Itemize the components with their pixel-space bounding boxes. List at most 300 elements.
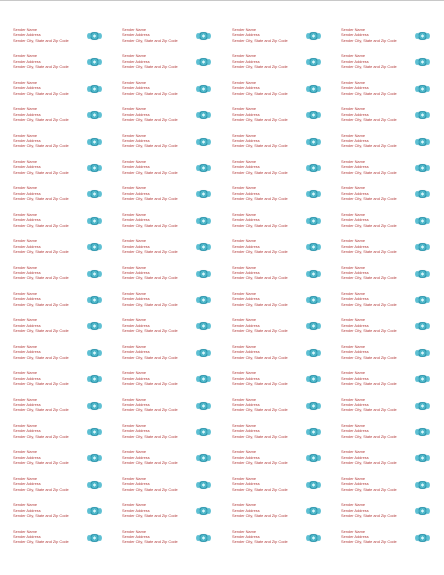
sender-city-state-zip-text: Sender City, State and Zip Code [13, 486, 69, 492]
sender-city-state-zip-text: Sender City, State and Zip Code [232, 380, 288, 386]
address-label [341, 80, 441, 104]
sender-name-text: Sender Name [122, 53, 147, 59]
decorative-swirl-icon [416, 164, 429, 172]
sender-city-state-zip-text: Sender City, State and Zip Code [232, 354, 288, 360]
decorative-swirl-icon [197, 349, 210, 357]
sender-address-text: Sender Address [341, 243, 369, 249]
decorative-swirl-icon [88, 534, 101, 542]
page-top-rule [0, 0, 444, 1]
sender-name-text: Sender Name [232, 291, 257, 296]
sender-city-state-zip-text: Sender City, State and Zip Code [232, 116, 288, 122]
sender-address-text: Sender Address [232, 454, 260, 460]
sender-address-text: Sender Address [341, 190, 369, 196]
decorative-swirl-icon [88, 507, 101, 515]
sender-name-text: Sender Name [341, 475, 366, 481]
sender-name-text: Sender Name [341, 291, 366, 296]
address-label [122, 344, 222, 368]
address-label [341, 291, 441, 315]
sender-name-text: Sender Name [341, 238, 366, 244]
sender-name-text: Sender Name [232, 211, 257, 217]
address-label [13, 80, 113, 104]
sender-name-text: Sender Name [341, 396, 366, 402]
sender-name-text: Sender Name [122, 343, 147, 349]
sender-address-text: Sender Address [341, 217, 369, 223]
address-label [13, 265, 113, 289]
sender-name-text: Sender Name [13, 423, 38, 428]
sender-address-text: Sender Address [341, 428, 369, 434]
address-label [122, 27, 222, 51]
decorative-swirl-icon [197, 270, 210, 278]
address-label [13, 238, 113, 262]
sender-city-state-zip-text: Sender City, State and Zip Code [232, 222, 288, 228]
decorative-swirl-icon [88, 481, 101, 489]
sender-city-state-zip-text: Sender City, State and Zip Code [13, 196, 69, 202]
sender-city-state-zip-text: Sender City, State and Zip Code [13, 169, 69, 175]
sender-name-text: Sender Name [341, 27, 366, 32]
sender-address-text: Sender Address [13, 85, 41, 91]
sender-name-text: Sender Name [341, 370, 366, 376]
sender-name-text: Sender Name [341, 449, 366, 455]
decorative-swirl-icon [307, 138, 320, 146]
decorative-swirl-icon [307, 217, 320, 225]
address-label [122, 159, 222, 183]
sender-city-state-zip-text: Sender City, State and Zip Code [122, 328, 178, 334]
sender-name-text: Sender Name [122, 291, 147, 296]
sender-address-text: Sender Address [13, 349, 41, 355]
sender-name-text: Sender Name [341, 106, 366, 112]
address-label [341, 344, 441, 368]
decorative-swirl-icon [307, 428, 320, 436]
sender-address-text: Sender Address [122, 190, 150, 196]
decorative-swirl-icon [307, 296, 320, 304]
address-label [122, 476, 222, 500]
sender-name-text: Sender Name [232, 27, 257, 32]
sender-city-state-zip-text: Sender City, State and Zip Code [13, 380, 69, 386]
sender-address-text: Sender Address [13, 481, 41, 487]
decorative-swirl-icon [197, 32, 210, 40]
decorative-swirl-icon [416, 138, 429, 146]
sender-address-text: Sender Address [232, 375, 260, 381]
address-label [122, 529, 222, 553]
sender-name-text: Sender Name [122, 79, 147, 85]
sender-city-state-zip-text: Sender City, State and Zip Code [122, 354, 178, 360]
sender-address-text: Sender Address [341, 137, 369, 143]
decorative-swirl-icon [197, 481, 210, 489]
decorative-swirl-icon [197, 375, 210, 383]
sender-address-text: Sender Address [341, 401, 369, 407]
address-label [13, 502, 113, 526]
address-label [13, 317, 113, 341]
sender-city-state-zip-text: Sender City, State and Zip Code [13, 512, 69, 518]
sender-name-text: Sender Name [232, 396, 257, 402]
sender-address-text: Sender Address [122, 375, 150, 381]
sender-name-text: Sender Name [232, 343, 257, 349]
sender-city-state-zip-text: Sender City, State and Zip Code [341, 354, 397, 360]
address-label [13, 291, 113, 315]
decorative-swirl-icon [307, 534, 320, 542]
address-label [122, 449, 222, 473]
sender-city-state-zip-text: Sender City, State and Zip Code [341, 196, 397, 202]
sender-city-state-zip-text: Sender City, State and Zip Code [341, 248, 397, 254]
decorative-swirl-icon [197, 85, 210, 93]
sender-name-text: Sender Name [232, 53, 257, 59]
sender-city-state-zip-text: Sender City, State and Zip Code [13, 143, 69, 149]
sender-name-text: Sender Name [341, 185, 366, 191]
address-label [232, 159, 332, 183]
sender-name-text: Sender Name [13, 343, 38, 349]
sender-city-state-zip-text: Sender City, State and Zip Code [13, 539, 69, 545]
sender-city-state-zip-text: Sender City, State and Zip Code [122, 275, 178, 281]
sender-name-text: Sender Name [232, 449, 257, 455]
address-label [232, 133, 332, 157]
decorative-swirl-icon [416, 349, 429, 357]
sender-address-text: Sender Address [232, 111, 260, 117]
sender-city-state-zip-text: Sender City, State and Zip Code [122, 143, 178, 149]
decorative-swirl-icon [416, 111, 429, 119]
address-label [122, 317, 222, 341]
decorative-swirl-icon [307, 32, 320, 40]
sender-address-text: Sender Address [13, 507, 41, 513]
sender-city-state-zip-text: Sender City, State and Zip Code [341, 37, 397, 43]
sender-name-text: Sender Name [13, 185, 38, 191]
decorative-swirl-icon [197, 296, 210, 304]
address-label [232, 423, 332, 447]
sender-city-state-zip-text: Sender City, State and Zip Code [122, 116, 178, 122]
sender-address-text: Sender Address [232, 322, 260, 328]
decorative-swirl-icon [416, 270, 429, 278]
decorative-swirl-icon [307, 85, 320, 93]
sender-city-state-zip-text: Sender City, State and Zip Code [122, 301, 178, 307]
address-label [341, 212, 441, 236]
sender-address-text: Sender Address [13, 243, 41, 249]
sender-name-text: Sender Name [341, 502, 366, 508]
address-label [122, 53, 222, 77]
sender-address-text: Sender Address [13, 428, 41, 434]
sender-address-text: Sender Address [232, 32, 260, 38]
sender-name-text: Sender Name [341, 159, 366, 164]
address-label [13, 423, 113, 447]
decorative-swirl-icon [416, 296, 429, 304]
address-label [122, 423, 222, 447]
sender-city-state-zip-text: Sender City, State and Zip Code [341, 539, 397, 545]
address-label [13, 344, 113, 368]
decorative-swirl-icon [88, 296, 101, 304]
sender-city-state-zip-text: Sender City, State and Zip Code [122, 539, 178, 545]
sender-address-text: Sender Address [13, 296, 41, 302]
sender-name-text: Sender Name [13, 370, 38, 376]
sender-address-text: Sender Address [232, 428, 260, 434]
sender-name-text: Sender Name [341, 79, 366, 85]
sender-name-text: Sender Name [122, 317, 147, 323]
address-label [122, 106, 222, 130]
sender-city-state-zip-text: Sender City, State and Zip Code [13, 275, 69, 281]
sender-name-text: Sender Name [232, 159, 257, 164]
address-label [232, 185, 332, 209]
sender-city-state-zip-text: Sender City, State and Zip Code [232, 248, 288, 254]
address-label [341, 529, 441, 553]
sender-city-state-zip-text: Sender City, State and Zip Code [13, 301, 69, 307]
sender-address-text: Sender Address [341, 58, 369, 64]
sender-city-state-zip-text: Sender City, State and Zip Code [122, 196, 178, 202]
address-label [232, 449, 332, 473]
sender-city-state-zip-text: Sender City, State and Zip Code [13, 407, 69, 413]
address-label [341, 476, 441, 500]
sender-address-text: Sender Address [122, 58, 150, 64]
sender-address-text: Sender Address [232, 349, 260, 355]
address-label [13, 476, 113, 500]
sender-name-text: Sender Name [232, 475, 257, 481]
sender-address-text: Sender Address [13, 190, 41, 196]
decorative-swirl-icon [307, 164, 320, 172]
decorative-swirl-icon [197, 164, 210, 172]
address-label [122, 370, 222, 394]
sender-city-state-zip-text: Sender City, State and Zip Code [232, 539, 288, 545]
sender-name-text: Sender Name [341, 132, 366, 138]
sender-city-state-zip-text: Sender City, State and Zip Code [13, 248, 69, 254]
address-label [341, 27, 441, 51]
address-label [232, 344, 332, 368]
sender-name-text: Sender Name [122, 502, 147, 508]
sender-address-text: Sender Address [122, 85, 150, 91]
sender-address-text: Sender Address [341, 32, 369, 38]
sender-name-text: Sender Name [122, 106, 147, 112]
sender-city-state-zip-text: Sender City, State and Zip Code [13, 64, 69, 70]
address-label [341, 265, 441, 289]
sender-name-text: Sender Name [232, 238, 257, 244]
sender-city-state-zip-text: Sender City, State and Zip Code [13, 116, 69, 122]
sender-name-text: Sender Name [122, 159, 147, 164]
decorative-swirl-icon [416, 32, 429, 40]
sender-address-text: Sender Address [232, 190, 260, 196]
address-label [341, 106, 441, 130]
sender-address-text: Sender Address [122, 269, 150, 275]
sender-address-text: Sender Address [232, 269, 260, 275]
sender-address-text: Sender Address [13, 375, 41, 381]
address-label [341, 317, 441, 341]
sender-city-state-zip-text: Sender City, State and Zip Code [341, 90, 397, 96]
address-label [122, 133, 222, 157]
decorative-swirl-icon [416, 507, 429, 515]
sender-name-text: Sender Name [13, 317, 38, 323]
sender-city-state-zip-text: Sender City, State and Zip Code [232, 90, 288, 96]
sender-city-state-zip-text: Sender City, State and Zip Code [341, 328, 397, 334]
address-label [341, 133, 441, 157]
address-label [122, 80, 222, 104]
address-label [13, 106, 113, 130]
sender-name-text: Sender Name [122, 132, 147, 138]
sender-city-state-zip-text: Sender City, State and Zip Code [122, 248, 178, 254]
sender-address-text: Sender Address [341, 111, 369, 117]
sender-name-text: Sender Name [122, 370, 147, 376]
sender-address-text: Sender Address [341, 164, 369, 170]
decorative-swirl-icon [197, 507, 210, 515]
sender-city-state-zip-text: Sender City, State and Zip Code [232, 64, 288, 70]
sender-address-text: Sender Address [122, 32, 150, 38]
sender-name-text: Sender Name [232, 370, 257, 376]
sender-name-text: Sender Name [13, 291, 38, 296]
sender-address-text: Sender Address [341, 85, 369, 91]
address-label [122, 185, 222, 209]
sender-address-text: Sender Address [232, 481, 260, 487]
sender-city-state-zip-text: Sender City, State and Zip Code [232, 460, 288, 466]
sender-address-text: Sender Address [122, 164, 150, 170]
sender-name-text: Sender Name [13, 27, 38, 32]
sender-address-text: Sender Address [122, 111, 150, 117]
sender-city-state-zip-text: Sender City, State and Zip Code [122, 169, 178, 175]
decorative-swirl-icon [197, 217, 210, 225]
sender-name-text: Sender Name [13, 238, 38, 244]
address-label [341, 185, 441, 209]
sender-address-text: Sender Address [232, 533, 260, 539]
sender-city-state-zip-text: Sender City, State and Zip Code [232, 37, 288, 43]
address-label [13, 449, 113, 473]
sender-city-state-zip-text: Sender City, State and Zip Code [232, 275, 288, 281]
sender-name-text: Sender Name [13, 396, 38, 402]
sender-city-state-zip-text: Sender City, State and Zip Code [122, 380, 178, 386]
sender-name-text: Sender Name [232, 79, 257, 85]
sender-name-text: Sender Name [13, 502, 38, 508]
decorative-swirl-icon [307, 243, 320, 251]
address-label [232, 370, 332, 394]
sender-name-text: Sender Name [232, 423, 257, 428]
address-label [341, 502, 441, 526]
sender-address-text: Sender Address [122, 481, 150, 487]
address-label [232, 397, 332, 421]
sender-city-state-zip-text: Sender City, State and Zip Code [232, 301, 288, 307]
sender-city-state-zip-text: Sender City, State and Zip Code [341, 380, 397, 386]
sender-name-text: Sender Name [13, 528, 38, 534]
sender-city-state-zip-text: Sender City, State and Zip Code [232, 169, 288, 175]
sender-city-state-zip-text: Sender City, State and Zip Code [341, 222, 397, 228]
sender-city-state-zip-text: Sender City, State and Zip Code [13, 37, 69, 43]
decorative-swirl-icon [307, 375, 320, 383]
sender-address-text: Sender Address [13, 137, 41, 143]
sender-name-text: Sender Name [232, 528, 257, 534]
sender-city-state-zip-text: Sender City, State and Zip Code [122, 407, 178, 413]
sender-city-state-zip-text: Sender City, State and Zip Code [341, 169, 397, 175]
sender-city-state-zip-text: Sender City, State and Zip Code [232, 196, 288, 202]
sender-name-text: Sender Name [13, 132, 38, 138]
decorative-swirl-icon [307, 111, 320, 119]
address-label [13, 27, 113, 51]
sender-name-text: Sender Name [13, 211, 38, 217]
decorative-swirl-icon [307, 402, 320, 410]
sender-name-text: Sender Name [122, 396, 147, 402]
address-label [341, 370, 441, 394]
sender-address-text: Sender Address [232, 58, 260, 64]
address-label [122, 397, 222, 421]
sender-address-text: Sender Address [122, 349, 150, 355]
sender-address-text: Sender Address [122, 243, 150, 249]
sender-city-state-zip-text: Sender City, State and Zip Code [13, 354, 69, 360]
sender-address-text: Sender Address [13, 32, 41, 38]
sender-address-text: Sender Address [341, 349, 369, 355]
address-label [122, 265, 222, 289]
decorative-swirl-icon [416, 481, 429, 489]
sender-name-text: Sender Name [341, 317, 366, 323]
decorative-swirl-icon [197, 402, 210, 410]
sender-address-text: Sender Address [13, 58, 41, 64]
decorative-swirl-icon [197, 111, 210, 119]
address-label [341, 449, 441, 473]
sender-city-state-zip-text: Sender City, State and Zip Code [341, 301, 397, 307]
sender-city-state-zip-text: Sender City, State and Zip Code [341, 275, 397, 281]
sender-city-state-zip-text: Sender City, State and Zip Code [232, 143, 288, 149]
sender-address-text: Sender Address [13, 401, 41, 407]
sender-address-text: Sender Address [13, 217, 41, 223]
sender-name-text: Sender Name [13, 79, 38, 85]
sender-address-text: Sender Address [341, 322, 369, 328]
sender-city-state-zip-text: Sender City, State and Zip Code [232, 433, 288, 439]
sender-city-state-zip-text: Sender City, State and Zip Code [122, 37, 178, 43]
address-label [13, 159, 113, 183]
sender-name-text: Sender Name [122, 475, 147, 481]
sender-city-state-zip-text: Sender City, State and Zip Code [122, 486, 178, 492]
sender-address-text: Sender Address [122, 454, 150, 460]
decorative-swirl-icon [88, 164, 101, 172]
sender-address-text: Sender Address [341, 454, 369, 460]
sender-address-text: Sender Address [232, 507, 260, 513]
sender-name-text: Sender Name [341, 53, 366, 59]
sender-address-text: Sender Address [232, 217, 260, 223]
address-label [341, 397, 441, 421]
sender-address-text: Sender Address [341, 269, 369, 275]
sender-city-state-zip-text: Sender City, State and Zip Code [13, 90, 69, 96]
address-label [232, 27, 332, 51]
sender-address-text: Sender Address [341, 296, 369, 302]
address-label [232, 502, 332, 526]
sender-city-state-zip-text: Sender City, State and Zip Code [13, 433, 69, 439]
address-label [13, 53, 113, 77]
address-label [341, 159, 441, 183]
decorative-swirl-icon [416, 85, 429, 93]
sender-name-text: Sender Name [232, 132, 257, 138]
address-label [13, 529, 113, 553]
address-label [13, 212, 113, 236]
sender-address-text: Sender Address [13, 322, 41, 328]
decorative-swirl-icon [307, 270, 320, 278]
sender-city-state-zip-text: Sender City, State and Zip Code [232, 407, 288, 413]
decorative-swirl-icon [416, 402, 429, 410]
sender-name-text: Sender Name [13, 475, 38, 481]
address-label [232, 80, 332, 104]
sender-address-text: Sender Address [341, 375, 369, 381]
sender-name-text: Sender Name [232, 106, 257, 112]
sender-address-text: Sender Address [232, 164, 260, 170]
sender-city-state-zip-text: Sender City, State and Zip Code [13, 460, 69, 466]
sender-name-text: Sender Name [341, 264, 366, 270]
sender-address-text: Sender Address [341, 507, 369, 513]
sender-address-text: Sender Address [13, 533, 41, 539]
address-label [13, 185, 113, 209]
decorative-swirl-icon [416, 217, 429, 225]
sender-address-text: Sender Address [232, 401, 260, 407]
sender-address-text: Sender Address [122, 322, 150, 328]
address-label [232, 106, 332, 130]
decorative-swirl-icon [88, 349, 101, 357]
sender-city-state-zip-text: Sender City, State and Zip Code [13, 222, 69, 228]
sender-name-text: Sender Name [122, 211, 147, 217]
address-label [122, 291, 222, 315]
sender-address-text: Sender Address [341, 533, 369, 539]
sender-address-text: Sender Address [232, 243, 260, 249]
decorative-swirl-icon [88, 243, 101, 251]
address-label [341, 53, 441, 77]
address-label [341, 238, 441, 262]
address-label [341, 423, 441, 447]
sender-name-text: Sender Name [232, 264, 257, 270]
sender-name-text: Sender Name [232, 317, 257, 323]
